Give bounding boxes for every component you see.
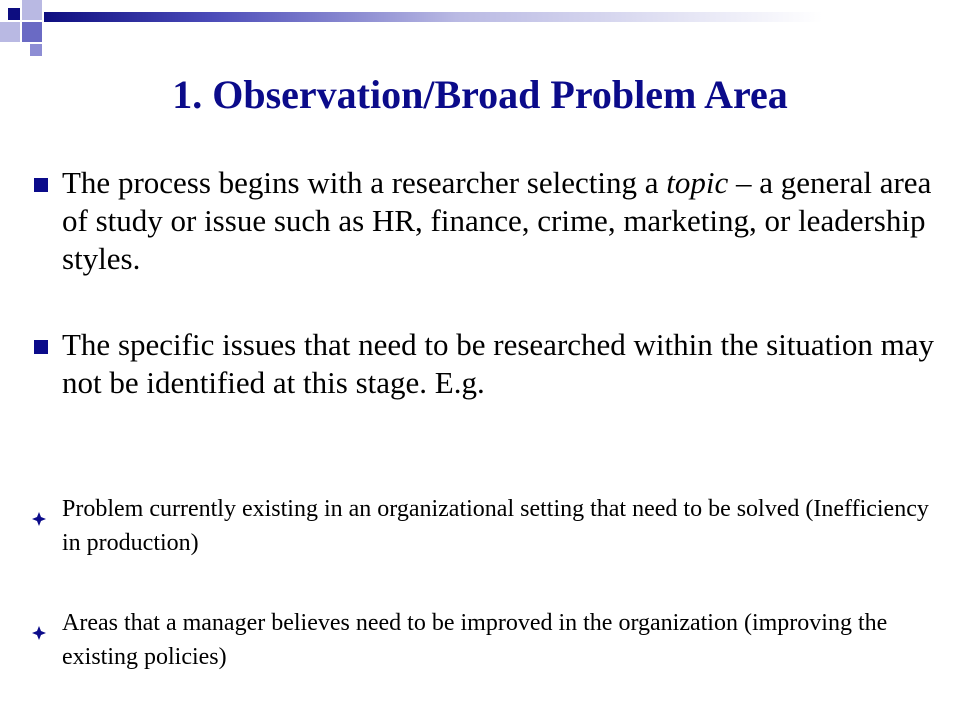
square-bullet-icon	[34, 340, 48, 354]
corner-square-icon	[0, 22, 20, 42]
bullet-text: – a general area of study or issue such as HR, finance, crime, marketing, or leadership styles.	[62, 165, 932, 276]
sub-bullet-item	[0, 492, 960, 560]
diamond-bullet-icon	[32, 502, 46, 516]
corner-decoration	[0, 0, 260, 60]
bullet-emphasis: topic	[666, 165, 729, 200]
corner-square-icon	[8, 8, 20, 20]
sub-bullet-text: Areas that a manager believes need to be improved in the organization (improving the existing policies)	[62, 610, 888, 670]
diamond-bullet-icon	[32, 616, 46, 630]
slide-title: 1. Observation/Broad Problem Area	[172, 72, 788, 117]
bullet-text: The specific issues that need to be researched within the situation may not be identified at this stage. E.g.	[62, 327, 935, 400]
corner-square-icon	[22, 0, 42, 20]
bullet-text: The process begins with a researcher selecting a	[62, 165, 667, 200]
square-bullet-icon	[34, 178, 48, 192]
corner-square-icon	[30, 44, 42, 56]
sub-bullet-text: Problem currently existing in an organizational setting that need to be solved (Inefficiency in production)	[62, 496, 929, 556]
header-gradient-band	[44, 12, 960, 22]
sub-bullet-item	[0, 606, 960, 674]
bullet-item	[0, 164, 960, 278]
bullet-item	[0, 326, 960, 402]
corner-square-icon	[22, 22, 42, 42]
